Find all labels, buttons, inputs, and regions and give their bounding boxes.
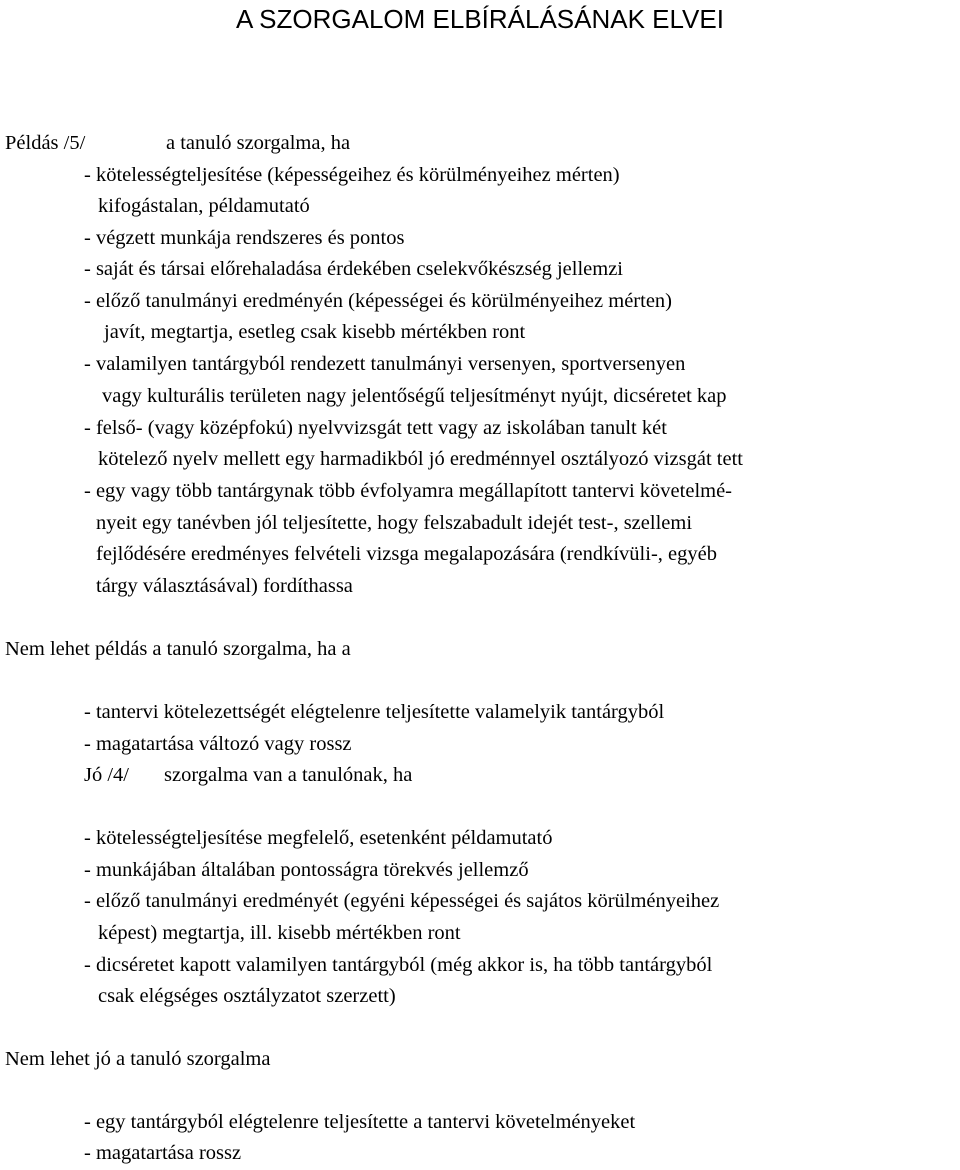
example-line: tárgy választásával) fordíthassa xyxy=(96,575,353,597)
example-line: - saját és társai előrehaladása érdekében cselekvőkészség jellemzi xyxy=(84,258,623,280)
not-example-line: - tantervi kötelezettségét elégtelenre teljesítette valamelyik tantárgyból xyxy=(84,701,665,723)
good-line: képest) megtartja, ill. kisebb mértékben ront xyxy=(98,922,461,944)
grade-good-intro: szorgalma van a tanulónak, ha xyxy=(164,764,413,786)
not-good-line: - egy tantárgyból elégtelenre teljesítette a tantervi követelményeket xyxy=(84,1111,636,1133)
example-line: fejlődésére eredményes felvételi vizsga megalapozására (rendkívüli-, egyéb xyxy=(96,543,717,565)
not-good-line: - magatartása rossz xyxy=(84,1142,242,1164)
example-line: nyeit egy tanévben jól teljesítette, hogy felszabadult idejét test-, szellemi xyxy=(96,512,693,534)
example-line: javít, megtartja, esetleg csak kisebb mértékben ront xyxy=(104,321,526,343)
grade-good-label: Jó /4/ xyxy=(84,764,129,786)
not-example-line: - magatartása változó vagy rossz xyxy=(84,733,352,755)
example-line: - végzett munkája rendszeres és pontos xyxy=(84,227,405,249)
good-line: - kötelességteljesítése megfelelő, esetenként példamutató xyxy=(84,827,553,849)
example-line: - kötelességteljesítése (képességeihez és körülményeihez mérten) xyxy=(84,164,620,186)
good-line: - előző tanulmányi eredményét (egyéni képességei és sajátos körülményeihez xyxy=(84,890,720,912)
example-line: kifogástalan, példamutató xyxy=(98,195,310,217)
grade-example-intro: a tanuló szorgalma, ha xyxy=(166,132,351,154)
example-line: - egy vagy több tantárgynak több évfolyamra megállapított tantervi követelmé- xyxy=(84,480,733,502)
example-line: - valamilyen tantárgyból rendezett tanulmányi versenyen, sportversenyen xyxy=(84,353,686,375)
grade-example-label: Példás /5/ xyxy=(5,132,86,154)
example-line: vagy kulturális területen nagy jelentőségű teljesítményt nyújt, dicséretet kap xyxy=(102,385,727,407)
document-title: A SZORGALOM ELBÍRÁLÁSÁNAK ELVEI xyxy=(236,4,724,34)
good-line: - dicséretet kapott valamilyen tantárgyból (még akkor is, ha több tantárgyból xyxy=(84,954,713,976)
example-line: - felső- (vagy középfokú) nyelvvizsgát tett vagy az iskolában tanult két xyxy=(84,417,667,439)
not-example-heading: Nem lehet példás a tanuló szorgalma, ha a xyxy=(5,638,351,660)
not-good-heading: Nem lehet jó a tanuló szorgalma xyxy=(5,1048,271,1070)
example-line: - előző tanulmányi eredményén (képességei és körülményeihez mérten) xyxy=(84,290,672,312)
good-line: - munkájában általában pontosságra törekvés jellemző xyxy=(84,859,529,881)
example-line: kötelező nyelv mellett egy harmadikból jó eredménnyel osztályozó vizsgát tett xyxy=(98,448,743,470)
good-line: csak elégséges osztályzatot szerzett) xyxy=(98,985,396,1007)
